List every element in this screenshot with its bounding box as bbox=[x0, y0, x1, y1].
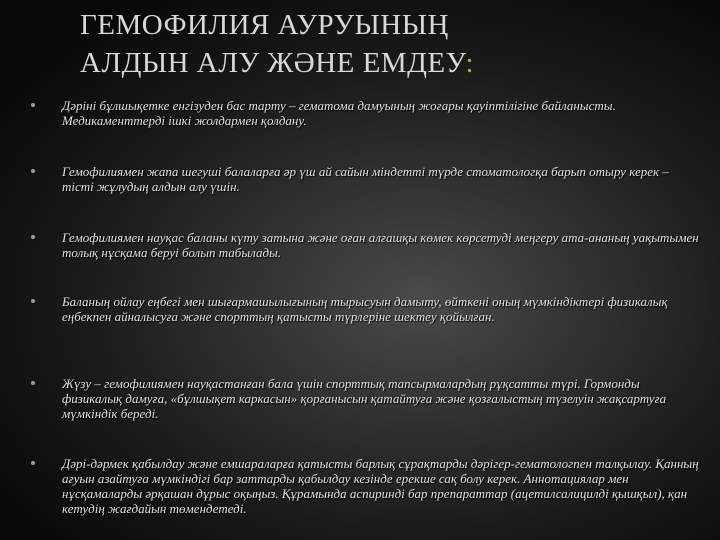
slide-title-line-2-text: АЛДЫН АЛУ ЖӘНЕ ЕМДЕУ bbox=[80, 47, 466, 79]
bullet-dot-icon bbox=[31, 103, 35, 107]
bullet-text: Баланың ойлау еңбегі мен шығармашылығының тырысуын дамыту, өйткені оның мүмкіндіктері физикалық еңбекпен айналысуға және спорттың қатысты түрлеріне шектеу қойылған. bbox=[62, 294, 668, 324]
bullet-text: Гемофилиямен науқас баланы күту затына және оған алғашқы көмек көрсетуді меңгеру ата-ананың уақытымен толық нұсқама беруі болып табылады. bbox=[62, 230, 699, 260]
bullet-text: Жүзу – гемофилиямен науқастанған бала үшін спорттық тапсырмалардың рұқсатты түрі. Гормонды физикалық дамуға, «бұлшықет каркасын» қорғанысын қатайтуға және қозғалыстың түзелуін жақсартуға мүмкіндік береді. bbox=[62, 376, 667, 421]
bullet-text: Дәріні бұлшықетке енгізуден бас тарту – гематома дамуының жоғары қауіптілігіне байланысты. Медикаменттерді ішкі жолдармен қолдану. bbox=[62, 98, 616, 128]
slide-title-line-1: ГЕМОФИЛИЯ АУРУЫНЫҢ bbox=[80, 9, 449, 41]
slide-title-line-2 bbox=[80, 44, 680, 82]
bullet-dot-icon bbox=[31, 381, 35, 385]
slide-title-colon: : bbox=[465, 47, 475, 79]
bullet-dot-icon bbox=[31, 235, 35, 239]
bullet-dot-icon bbox=[31, 169, 35, 173]
bullet-text: Дәрі-дәрмек қабылдау және емшараларға қатысты барлық сұрақтарды дәрігер-гематологпен талқылау. Қанның ағуын азайтуға мүмкіндігі бар заттарды қабылдау кезінде ерекше сақ болу керек. Аннотациялар мен нұсқамаларды әрқашан дұрыс оқыңыз. Құрамында аспиринді бар препараттар (ацетилсалицилді қышқыл), қан кетудің жағдайын төмендетеді. bbox=[62, 456, 699, 516]
bullet-text: Гемофилиямен жапа шегуші балаларға әр үш ай сайын міндетті түрде стоматологқа барып отыру керек – тісті жұлудың алдын алу үшін. bbox=[62, 164, 669, 194]
bullet-dot-icon bbox=[31, 461, 35, 465]
bullet-dot-icon bbox=[31, 299, 35, 303]
slide-title bbox=[80, 6, 680, 82]
